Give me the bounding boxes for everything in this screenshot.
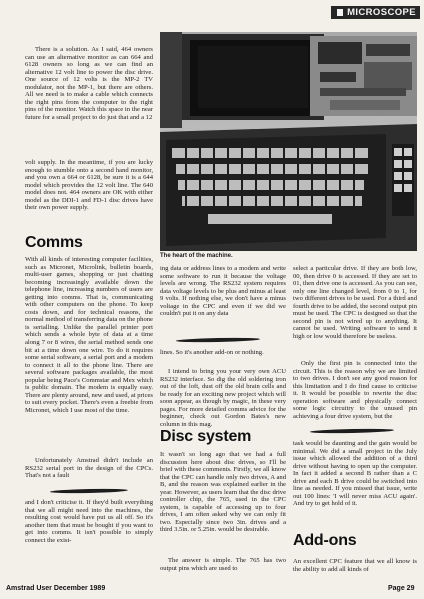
col3-paragraph-2: Only the first pin is connected into the circuit. This is the reason why we are limited to two drives. I don't see any good reason for this limitation and I do find cause to criticise it. It would be possible to rewrite the disc operation software and physically connect some logic circuitry to the unused pin achieving a four drive system, but the	[293, 360, 417, 420]
col3-paragraph-3: task would be daunting and the gain would be minimal. We did a small project in the July issue which allowed the addition of a third drive without having to open up the computer. In fact it added a second B rather than a C drive and each B drive could be switched into line as needed. If you missed that issue, write out 100 lines: 'I will never miss ACU again'. And try to get hold of it.	[293, 440, 417, 508]
footer-page-number: Page 29	[388, 585, 415, 592]
footer-publication: Amstrad User December 1989	[6, 585, 106, 592]
divider-rule	[310, 428, 394, 434]
photo-caption: The heart of the machine.	[160, 253, 233, 259]
col1-paragraph-4: Unfortunately Amstrad didn't include an RS232 serial port in the design of the CPCs. That's not a fault	[25, 457, 153, 480]
col1-paragraph-5: and I don't criticise it. If they'd built everything that we all might need into the machines, the resulting cost would have put us all off. So it's another item that must be bought if you want to get into comms. It isn't possible to simply connect the exist-	[25, 499, 153, 544]
col3-paragraph-4: An excellent CPC feature that we all know is the ability to add all kinds of	[293, 558, 417, 573]
tag-square-icon	[337, 9, 343, 16]
section-tag	[331, 6, 420, 19]
col2-paragraph-4: It wasn't so long ago that we had a full discussion here about disc drives, so I'll be brief with these comments. Firstly, we all know that the CPC can handle only two drives, A and B, and the reason was explained earlier in the year. However, as users learn that the disc drive controller chip, the 765, used in the CPC system, is capable of accessing up to four drives, I am often asked why we can only fit two. Especially since two 3in. drives and a third 3.5in. or 5.25in. would be desirable.	[160, 451, 286, 534]
heading-add-ons: Add-ons	[293, 532, 357, 549]
col1-paragraph-3: With all kinds of interesting computer facilities, such as Micronet, Microlink, bulletin boards, multi-user games, shopping or just chatting becoming increasingly available down the telephone line, increasing numbers of users are getting into comms. That is, communicating with other computers on the phone. To keep costs down, and for technical reasons, the normal method of transferring data on the phone is serialling. Unlike the parallel printer port which sends a whole byte of data at a time along 7 or 8 wires, the serial method sends one bit at a time down one wire. To do it requires some serial software, a serial port and a modem to connect it all to the phone line. There are several software packages available, the most popular being Pace's Commstar and Mex which is public domain. The modem is equally easy. There are plenty around, new and used, at prices to suit every pocket. There's even a freebie from Micronet, which I use most of the time.	[25, 256, 153, 414]
amstrad-computer-icon	[160, 32, 417, 251]
col2-paragraph-2: lines. So it's another add-on or nothing.	[160, 349, 264, 356]
col2-paragraph-1: ing data or address lines to a modem and write some software to run it because the voltage levels are wrong. The RS232 system requires data voltage levels to be plus and minus at least 9 volts. If nothing else, we don't have a minus voltage in the CPC and even if we did we couldn't put it on any data	[160, 265, 286, 318]
computer-photo	[160, 32, 417, 251]
col2-paragraph-3: I intend to bring you your very own ACU RS232 interface. So dig the old soldering iron out of the loft, dust off the old brain cells and be ready for an exciting new project which will soon appear, as though by magic, in these very pages. For more detailed comms advice for the beginner, check out Gordon Bates's new column in this mag.	[160, 368, 286, 428]
divider-rule	[50, 488, 128, 494]
col2-paragraph-5: The answer is simple. The 765 has two output pins which are used to	[160, 557, 286, 572]
col3-paragraph-1: select a particular drive. If they are both low, 00, then drive 0 is accessed. If they are set to 01, then drive one is accessed. As you can see, only one line changed level, from 0 to 1, for two different drives to be used. For a third and fourth drive to be added, the second output pin must be used. The CPC is designed so that the second pin is not wired up to anything. It cannot be used. Writing software to send it high or low would therefore be useless.	[293, 265, 417, 340]
divider-rule	[176, 337, 260, 343]
col1-paragraph-2: volt supply. In the meantime, if you are lucky enough to stumble onto a second hand monitor, and you own a 664 or 6128, be sure it is a 644 model which provides the 12 volt line. The 640 model does not. 464 owners are OK with either model as the DDI-1 and FD-1 disc drives have their own power supply.	[25, 159, 153, 212]
section-tag-label: MICROSCOPE	[347, 7, 416, 18]
col1-paragraph-1: There is a solution. As I said, 464 owners can use an alternative monitor as can 664 and 6128 owners so long as we can find an alternative 12 volt line to power the disc drive. One source of 12 volts is the MP-2 TV modulator, not the MP-1, but there are others. All we need is to make a cable which connects the right pins from the computer to the right pins of the monitor. Watch this space in the near future for a small project to do just that and a 12	[25, 46, 153, 121]
heading-comms: Comms	[25, 234, 83, 251]
heading-disc-system: Disc system	[160, 428, 252, 445]
